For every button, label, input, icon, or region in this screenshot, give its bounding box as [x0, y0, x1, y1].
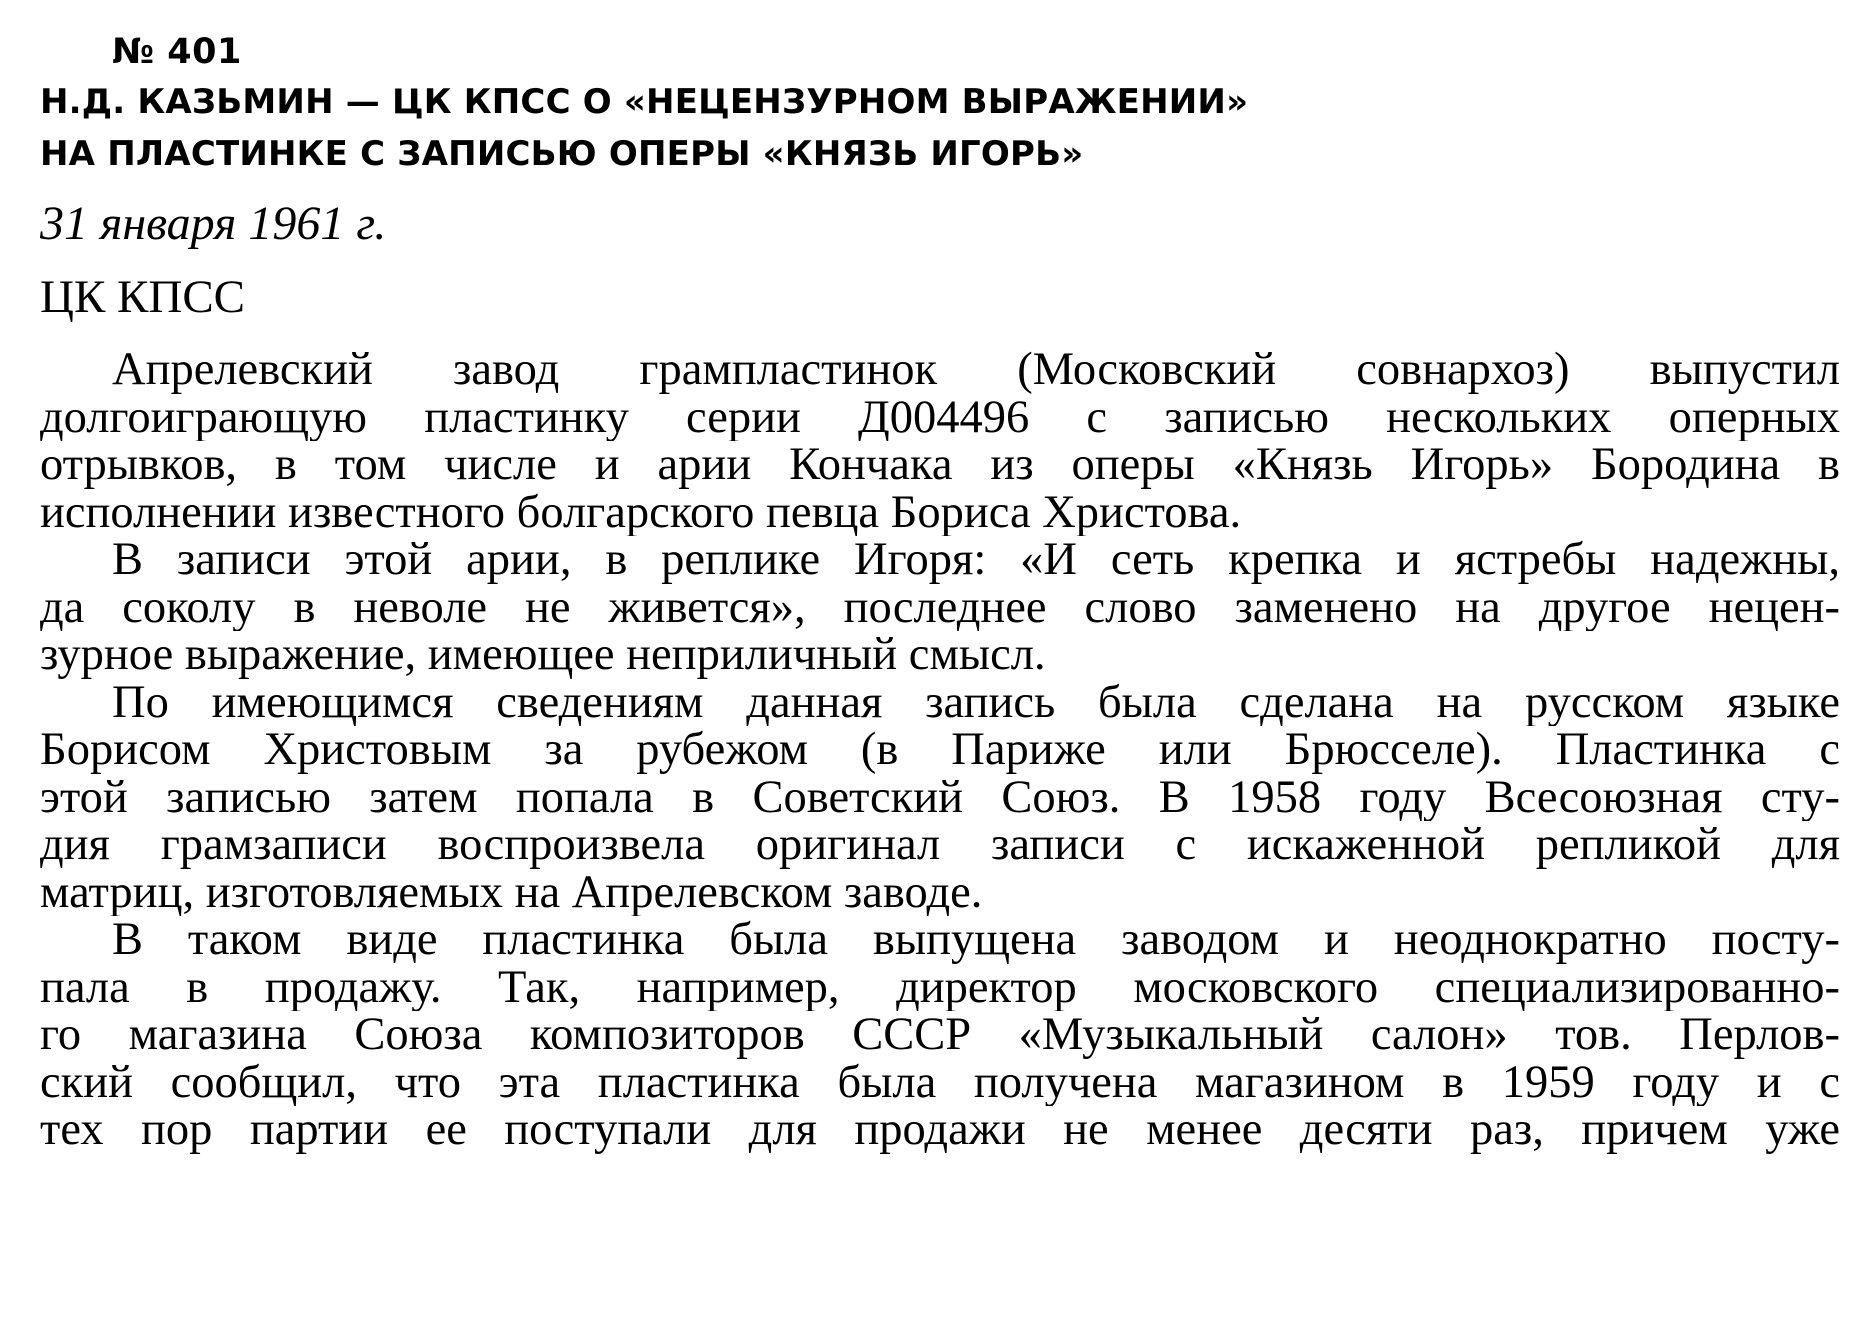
document-page [40, 28, 1840, 1154]
addressee: ЦК КПСС [40, 271, 246, 323]
text-line: исполнении известного болгарского певца Бориса Христова. [40, 488, 1242, 536]
text-line: зурное выражение, имеющее неприличный смысл. [40, 631, 1046, 679]
paragraph-4 [40, 916, 1840, 1154]
text-line: Борисом Христовым за рубежом (в Париже или Брюсселе). Пластинка с [40, 726, 1840, 774]
text-line: Апрелевский завод грампластинок (Московский совнархоз) выпустил [112, 346, 1840, 394]
text-line: этой записью затем попала в Советский Союз. В 1958 году Всесоюзная сту- [40, 773, 1840, 821]
text-line: По имеющимся сведениям данная запись была сделана на русском языке [112, 678, 1840, 726]
paragraph-1 [40, 346, 1840, 536]
document-date: 31 января 1961 г. [40, 197, 387, 250]
paragraph-2 [40, 536, 1840, 679]
text-line: В записи этой арии, в реплике Игоря: «И сеть крепка и ястребы надежны, [112, 536, 1840, 584]
document-body [40, 346, 1840, 1154]
text-line: В таком виде пластинка была выпущена заводом и неоднократно посту- [112, 916, 1840, 964]
text-line: матриц, изготовляемых на Апрелевском заводе. [40, 868, 983, 916]
text-line: пала в продажу. Так, например, директор московского специализированно- [40, 963, 1840, 1011]
paragraph-3 [40, 679, 1840, 917]
title-line-1: Н.Д. КАЗЬМИН — ЦК КПСС О «НЕЦЕНЗУРНОМ ВЫРАЖЕНИИ» [40, 82, 1249, 122]
document-title [40, 76, 1840, 180]
title-line-2: НА ПЛАСТИНКЕ С ЗАПИСЬЮ ОПЕРЫ «КНЯЗЬ ИГОРЬ» [40, 134, 1084, 174]
text-line: долгоиграющую пластинку серии Д004496 с записью нескольких оперных [40, 393, 1840, 441]
text-line: ский сообщил, что эта пластинка была получена магазином в 1959 году и с [40, 1058, 1840, 1106]
text-line: дия грамзаписи воспроизвела оригинал записи с искаженной репликой для [40, 821, 1840, 869]
document-number: № 401 [112, 32, 242, 72]
text-line: го магазина Союза композиторов СССР «Музыкальный салон» тов. Перлов- [40, 1011, 1840, 1059]
text-line: да соколу в неволе не живется», последнее слово заменено на другое нецен- [40, 583, 1840, 631]
text-line: тех пор партии ее поступали для продажи не менее десяти раз, причем уже [40, 1106, 1840, 1154]
text-line: отрывков, в том числе и арии Кончака из оперы «Князь Игорь» Бородина в [40, 441, 1840, 489]
